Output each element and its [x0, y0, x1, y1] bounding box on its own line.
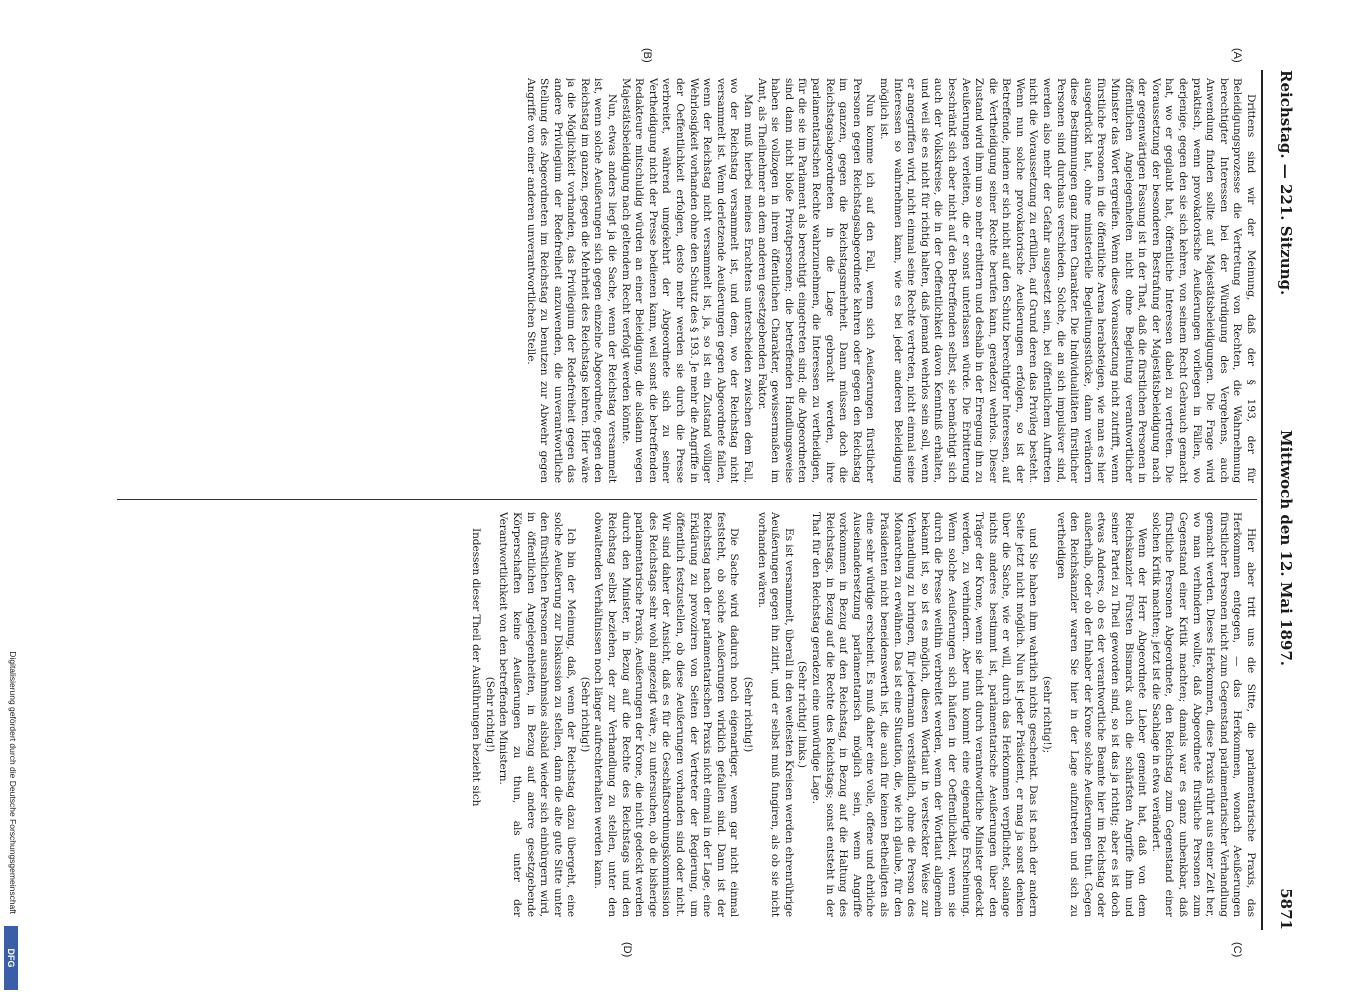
paragraph: Hier aber tritt uns die Sitte, die parlamentarische Praxis, das Herkommen entgegen, — das Herkommen, wonach Aeußerungen fürstlicher Personen nicht zum Gegenstand parlamentarischer Verhandlung gemacht werden. Dieses Herkommen, diese Praxis rührt aus einer Zeit her, wo man verhindern wollte, daß Abgeordnete fürstliche Personen zum Gegenstand einer Kritik machten; damals war es ganz unbenkbar, daß fürstliche Personen Abgeordnete, den Reichstag zum Gegenstand einer solchen Kritik machten; jetzt ist die Sachlage in etwa verändert. — [1149, 512, 1257, 917]
paragraph: und Sie haben ihm wahrlich nichts geschenkt. Das ist nach der andern Seite jetzt nicht möglich. Nun ist jeder Präsident, er mag ja sonst denken über die Sache, wie er will, durch das Herkommen verpflichtet, solange nichts anderes bestimmt ist, parlamentarische Aeußerungen über den Träger der Krone, wenn sie nicht durch verantwortliche Minister gedeckt werden, zu verhindern. Aber nun kommt eine eigenartige Erscheinung. Wenn solche Aeußerungen sich häufen in der Oeffentlichkeit, wenn sie durch die Presse weithin verbreitet werden, wenn der Wortlaut allgemein bekannt ist, so ist es möglich, diesen Wortlaut in versteckter Weise zur Verhandlung zu bringen, für jedermann verständlich, ohne die Person des Monarchen zu erwähnen. Das ist eine Situation, die, wie ich glaube, für den Präsidenten nicht beneidenswerth ist, die auch für keinen Betheiligten als eine sehr würdige erscheint. Es muß daher eine volle, offene und ehrliche Auseinandersetzung parlamentarisch möglich sein, wenn Angriffe vorkommen in Bezug auf den Reichstag, in Bezug auf die Haltung des Reichstags, in Bezug auf die Rechte des Reichstags; sonst entsteht in der That für den Reichstag geradezu eine unwürdige Lage. — [810, 512, 1040, 917]
left-column — [117, 78, 1257, 483]
header-rule — [1261, 70, 1263, 930]
paragraph: Wenn der Herr Abgeordnete Lieber gemeint hat, daß von dem Reichskanzler Fürsten Bismarck auch die schärfsten Angriffe ihm und seiner Partei zu Theil geworden sind, so ist das ja richtig; aber es ist doch etwas Anderes, ob es der verantwortliche Beamte hier im Reichstag oder außerhalb, oder ob der Inhaber der Krone solche Aeußerungen thut. Gegen den Reichskanzler waren Sie hier in der Lage aufzutreten und sich zu vertheidigen — [1054, 512, 1149, 917]
header-session-title: Reichstag. — 221. Sitzung. — [1277, 70, 1295, 296]
margin-marker-c: (C) — [1231, 942, 1243, 958]
paragraph: Ich bin der Meinung, daß, wenn der Reichstag dazu übergeht, eine solche Aeußerung zur Diskussion zu stellen, dann die alte gute Sitte unter den fürstlichen Personen ausnahmslos alsbald wieder sich einbürgern wird, in öffentlichen Angelegenheiten, in Bezug auf andere gesetzgebende Körperschaften keine Aeußerungen zu thun, als unter der Verantwortlichkeit von den betreffenden Ministern. — [497, 512, 578, 917]
interjection: (sehr richtig!); — [1041, 675, 1054, 754]
page-header — [1267, 70, 1295, 930]
paragraph: Es ist versammelt, überall in den weitesten Kreisen werden ehrenrührige Aeußerungen gegen ihn zitirt, und er selbst muß fungiren, als ob sie nicht vorhanden wären. — [755, 512, 795, 917]
margin-marker-b: (B) — [641, 48, 653, 63]
paragraph: Nun komme ich auf den Fall, wenn sich Aeußerungen fürstlicher Personen gegen Reichstagsabgeordnete kehren oder gegen den Reichstag im ganzen, gegen die Reichstagsmehrheit. Dann müssen doch die Reichstagsabgeordneten in die Lage gebracht werden, ihre parlamentarischen Rechte wahrzunehmen, die Interessen zu vertheidigen, für die sie im Parlament als berechtigt eingetreten sind; die Abgeordneten sind dann nicht bloße Privatpersonen; die betreffenden Handlungsweise haben sie vollzogen in ihrem öffentlichen Charakter, gewissermaßen im Amt, als Theilnehmer an dem anderen gesetzgebenden Faktor. — [755, 78, 877, 483]
paragraph: Nun, etwas anders liegt ja die Sache, wenn der Reichstag versammelt ist, wenn solche Aeußerungen sich gegen einzelne Abgeordnete, gegen den Reichstag im ganzen, gegen die Mehrheit des Reichstags kehren. Hier wäre ja die Möglichkeit vorhanden, das Privilegium der Redefreiheit gegen das andere Privilegium der Redefreiheit anzuwenden, die unverantwortliche Stellung des Abgeordneten im Reichstag zu benutzen zur Abwehr gegen Angriffe von einer anderen unverantwortlichen Stelle. — [524, 78, 619, 483]
digitization-footer — [0, 0, 18, 1000]
paragraph: Die Sache wird dadurch noch eigenartiger, wenn gar nicht einmal feststeht, ob solche Aeußerungen wirklich gefallen sind. Dann ist der Reichstag nach der parlamentarischen Praxis nicht einmal in der Lage, eine Erklärung zu provoziren von Seiten der Vertreter der Regierung, um öffentlich festzustellen, ob diese Aeußerungen vorhanden sind oder nicht. Wir sind daher der Ansicht, daß es für die Geschäftsordnungskommission des Reichstags sehr wohl angezeigt wäre, zu untersuchen, ob die bisherige parlamentarische Praxis, Aeußerungen der Krone, die nicht gedeckt werden durch den Minister, in Bezug auf die Rechte des Reichstags und den Reichstag selbst beziehen, der zur Verhandlung zu stellen, unter den obwaltenden Verhältnissen noch länger aufrechterhalten werden kann. — [592, 512, 741, 917]
dfg-logo: DFG — [4, 926, 18, 990]
interjection: (Sehr richtig! links.) — [796, 661, 809, 768]
header-date: Mittwoch den 12. Mai 1897. — [1277, 430, 1295, 667]
footer-credit: Digitalisierung gefördert durch die Deutsche Forschungsgemeinschaft — [8, 651, 18, 914]
page-number: 5871 — [1277, 888, 1295, 930]
interjection: (Sehr richtig!) — [483, 676, 496, 753]
margin-marker-d: (D) — [621, 942, 633, 958]
column-divider — [117, 499, 1257, 500]
interjection: (Sehr richtig!) — [578, 676, 591, 753]
interjection: (Sehr richtig!) — [742, 676, 755, 753]
right-column — [117, 512, 1257, 917]
margin-marker-a: (A) — [1231, 48, 1243, 63]
paragraph: Indessen dieser Theil der Ausführungen bezieht sich — [470, 528, 483, 807]
paragraph: Drittens sind wir der Meinung, daß der § 193, der für Beleidigungsprozesse die Vertretung von Rechten, die Wahrnehmung berechtigter Interessen bei der Würdigung des Vergehens, auch Anwendung finden sollte auf Majestätsbeleidigungen. Die Frage wird praktisch, wenn provokatorische Aeußerungen vorliegen in Fällen, wo derjenige, gegen den sie sich kehren, von seinem Recht Gebrauch gemacht hat, wo er geglaubt hat, öffentliche Interessen dabei zu vertreten. Die Voraussetzung der besonderen Bestrafung der Majestätsbeleidigung nach der gegenwärtigen Fassung ist in der That, daß die fürstlichen Personen in öffentlichen Angelegenheiten nicht ohne Begleitung verantwortlicher Minister das Wort ergreifen. Wenn diese Voraussetzung nicht zutrifft, wenn fürstliche Personen in die öffentliche Arena herabsteigen, wie man es hier ausgedrückt hat, ohne ministerielle Begleitungsstücke, dann verändern diese Bestimmungen ganz ihren Charakter. Die Individualitäten fürstlicher Personen sind durchaus verschieden. Solche, die an sich impulsiver sind, werden also mehr der Gefahr ausgesetzt sein, bei öffentlichem Auftreten nicht die Voraussetzung zu erfüllen, auf Grund deren das Privileg besteht. Wenn nun solche provokatorische Aeußerungen erfolgen, so ist der Betreffende, indem er sich nicht auf den Schutz berechtigter Interessen, auf die Vertheidigung seiner Rechte berufen kann, geradezu wehrlos. Dieser Zustand wird ihm um so mehr erbittern und deshalb in der Erregung ihn zu Aeußerungen verleiten, die er sonst unterlassen würde. Die Erbitterung beschränkt sich aber nicht auf den Betreffenden selbst, sie bemächtigt sich auch der Volkskreise, die in der Oeffentlichkeit davon Kenntniß erhalten, und weil sie es nicht für richtig halten, daß jemand wehrlos sein soll, wenn er angegriffen wird, nicht einmal seine Rechte vertreten, nicht einmal seine Interessen so wahrnehmen kann, wie es bei jeder anderen Beleidigung möglich ist. — [877, 78, 1257, 483]
paragraph: Man muß hierbei meines Erachtens unterscheiden zwischen dem Fall, wo der Reichstag versammelt ist, und dem, wo der Reichstag nicht versammelt ist. Wenn derletzende Aeußerungen gegen Abgeordnete fallen, wenn der Reichstag nicht versammelt ist, ja, so ist ein Zustand völliger Wehrlosigkeit vorhanden ohne den Schutz des § 193. Je mehr die Angriffe in der Oeffentlichkeit erfolgen, desto mehr werden sie durch die Presse verbreitet, während umgekehrt der Abgeordnete sich zu seiner Vertheidigung nicht der Presse bedienen kann, weil sonst die betreffenden Redakteure mitschuldig würden an einer Beleidigung, die alsdann wegen Majestätsbeleidigung nach geltendem Recht verfolgt werden könnte. — [619, 78, 755, 483]
